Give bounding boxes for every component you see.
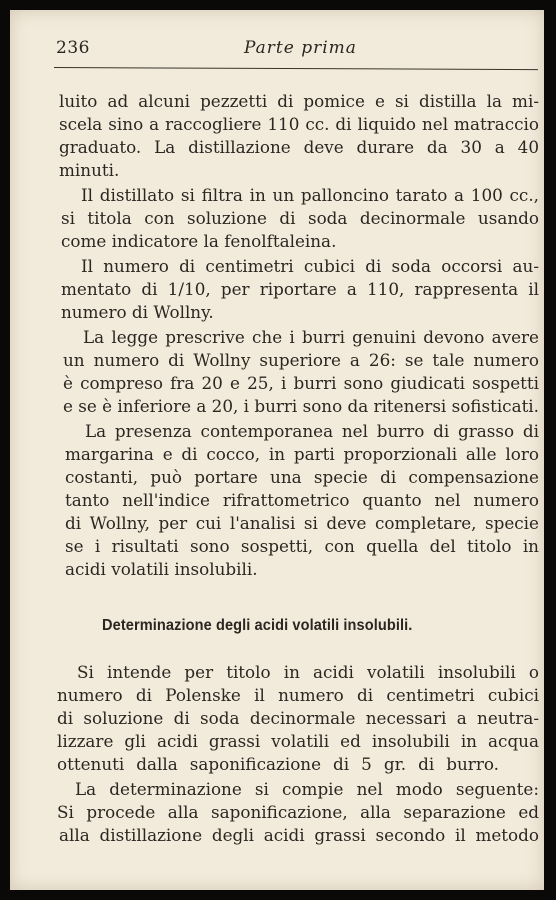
body-line: costanti, può portare una specie di compensazione — [65, 467, 539, 487]
body-line: di Wollny, per cui l'analisi si deve completare, specie — [65, 513, 539, 533]
body-line: tanto nell'indice rifrattometrico quanto nel numero — [65, 490, 539, 510]
section-heading: Determinazione degli acidi volatili insolubili. — [102, 617, 413, 634]
body-line: luito ad alcuni pezzetti di pomice e si distilla la mi- — [59, 91, 539, 111]
body-line: Il numero di centimetri cubici di soda occorsi au- — [81, 256, 539, 276]
section-line: numero di Polenske il numero di centimetri cubici — [57, 685, 539, 705]
body-line: La presenza contemporanea nel burro di grasso di — [85, 421, 539, 441]
running-head — [56, 34, 544, 60]
running-title: Parte prima — [244, 38, 357, 58]
section-line: Si procede alla saponificazione, alla separazione ed — [57, 802, 539, 822]
body-line: un numero di Wollny superiore a 26: se tale numero — [63, 350, 539, 370]
body-line: graduato. La distillazione deve durare da 30 a 40 — [59, 137, 539, 157]
section-line: La determinazione si compie nel modo seguente: — [75, 779, 539, 799]
section-line: lizzare gli acidi grassi volatili ed insolubili in acqua — [57, 731, 539, 751]
page-number: 236 — [56, 38, 90, 58]
section-line: ottenuti dalla saponificazione di 5 gr. di burro. — [57, 754, 499, 774]
body-line: numero di Wollny. — [61, 302, 214, 322]
body-line: acidi volatili insolubili. — [65, 559, 258, 579]
body-line: scela sino a raccogliere 110 cc. di liquido nel matraccio — [59, 114, 539, 134]
body-line: se i risultati sono sospetti, con quella del titolo in — [65, 536, 539, 556]
body-line: Il distillato si filtra in un palloncino tarato a 100 cc., — [81, 185, 539, 205]
body-line: minuti. — [59, 160, 120, 180]
body-line: è compreso fra 20 e 25, i burri sono giudicati sospetti — [63, 373, 539, 393]
header-rule — [54, 67, 538, 70]
section-line: alla distillazione degli acidi grassi secondo il metodo — [59, 825, 539, 845]
body-line: e se è inferiore a 20, i burri sono da ritenersi sofisticati. — [63, 396, 539, 416]
section-line: Si intende per titolo in acidi volatili insolubili o — [77, 662, 539, 682]
body-line: si titola con soluzione di soda decinormale usando — [61, 208, 539, 228]
book-page — [10, 10, 544, 890]
body-line: La legge prescrive che i burri genuini devono avere — [83, 327, 539, 347]
body-line: mentato di 1/10, per riportare a 110, rappresenta il — [61, 279, 539, 299]
section-line: di soluzione di soda decinormale necessari a neutra- — [57, 708, 539, 728]
body-line: come indicatore la fenolftaleina. — [61, 231, 337, 251]
body-line: margarina e di cocco, in parti proporzionali alle loro — [65, 444, 539, 464]
